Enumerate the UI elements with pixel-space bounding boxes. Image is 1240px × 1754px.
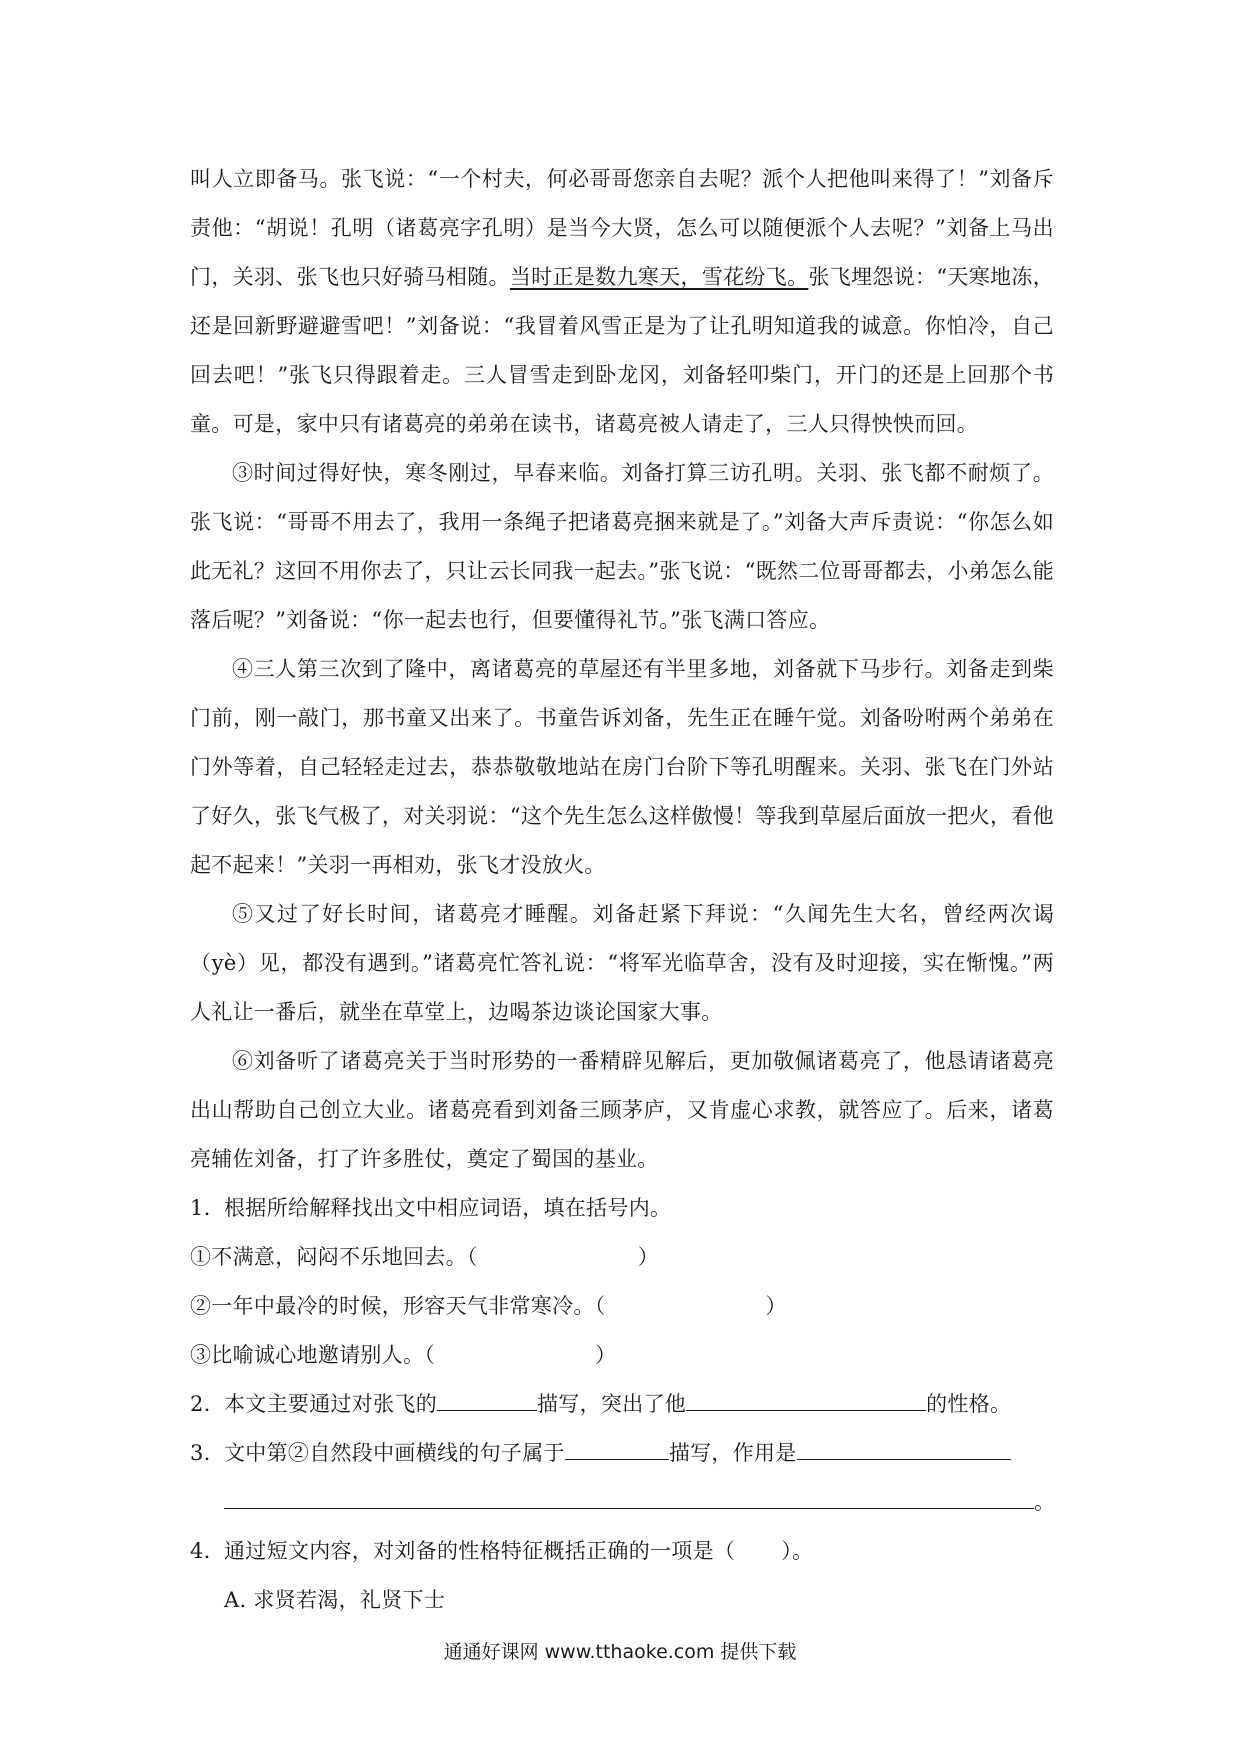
question-1	[190, 1184, 1054, 1233]
question-1-text: 根据所给解释找出文中相应词语，填在括号内。	[224, 1196, 672, 1220]
underlined-sentence: 当时正是数九寒天，雪花纷飞。	[509, 265, 809, 289]
question-4-close: ）。	[781, 1539, 814, 1563]
question-1-item-2-label: ②一年中最冷的时候，形容天气非常寒冷。（	[190, 1294, 606, 1318]
question-1-item-2-close: ）	[765, 1294, 787, 1318]
paragraph-4: ④三人第三次到了隆中，离诸葛亮的草屋还有半里多地，刘备就下马步行。刘备走到柴门前，刚一敲门，那书童又出来了。书童告诉刘备，先生正在睡午觉。刘备吩咐两个弟弟在门外等着，自己轻轻走过去，恭恭敬敬地站在房门台阶下等孔明醒来。关羽、张飞在门外站了好久，张飞气极了，对关羽说：“这个先生怎么这样傲慢！等我到草屋后面放一把火，看他起不起来！”关羽一再相劝，张飞才没放火。	[190, 657, 1054, 877]
question-4-text: 通过短文内容，对刘备的性格特征概括正确的一项是（	[224, 1539, 736, 1563]
paragraph-2	[190, 155, 1054, 449]
question-1-item-1-label: ①不满意，闷闷不乐地回去。（	[190, 1245, 478, 1269]
question-2-number: 2.	[190, 1392, 211, 1416]
question-3-part-1: 文中第②自然段中画横线的句子属于	[224, 1441, 565, 1465]
question-4-option-a: A. 求贤若渴，礼贤下士	[224, 1588, 446, 1612]
question-2	[190, 1380, 1054, 1429]
question-2-blank-1[interactable]	[437, 1388, 537, 1411]
question-4-number: 4.	[190, 1539, 211, 1563]
question-2-blank-2[interactable]	[686, 1388, 926, 1411]
question-1-item-3-close: ）	[595, 1343, 617, 1367]
question-1-item-3-label: ③比喻诚心地邀请别人。（	[190, 1343, 436, 1367]
question-3-blank-1[interactable]	[565, 1437, 669, 1460]
paragraph-2-text-before: 叫人立即备马。张飞说：“一个村夫，何必哥哥您亲自去呢？派个人把他叫来得了！”刘备斥责他：“胡说！孔明（诸葛亮字孔明）是当今大贤，怎么可以随便派个人去呢？”刘备上马出门，关羽、张飞也只好骑马相随。	[190, 167, 1054, 289]
question-3-continuation	[190, 1478, 1054, 1527]
question-3-number: 3.	[190, 1441, 211, 1465]
question-3-blank-2[interactable]	[797, 1437, 1011, 1460]
paragraph-6: ⑥刘备听了诸葛亮关于当时形势的一番精辟见解后，更加敬佩诸葛亮了，他恳请诸葛亮出山帮助自己创立大业。诸葛亮看到刘备三顾茅庐，又肯虚心求教，就答应了。后来，诸葛亮辅佐刘备，打了许多胜仗，奠定了蜀国的基业。	[190, 1049, 1054, 1171]
question-2-part-2: 描写，突出了他	[537, 1392, 687, 1416]
question-1-item-1	[190, 1233, 1054, 1282]
paragraph-2-text-after: 张飞埋怨说：“天寒地冻，还是回新野避避雪吧！”刘备说：“我冒着风雪正是为了让孔明知道我的诚意。你怕冷，自己回去吧！”张飞只得跟着走。三人冒雪走到卧龙冈，刘备轻叩柴门，开门的还是上回那个书童。可是，家中只有诸葛亮的弟弟在读书，诸葛亮被人请走了，三人只得怏怏而回。	[190, 265, 1055, 436]
question-1-item-2	[190, 1282, 1054, 1331]
question-1-item-1-close: ）	[637, 1245, 660, 1269]
paragraph-5: ⑤又过了好长时间，诸葛亮才睡醒。刘备赶紧下拜说：“久闻先生大名，曾经两次谒（yè）见，都没有遇到。”诸葛亮忙答礼说：“将军光临草舍，没有及时迎接，实在惭愧。”两人礼让一番后，就坐在草堂上，边喝茶边谈论国家大事。	[190, 902, 1054, 1024]
question-2-part-1: 本文主要通过对张飞的	[224, 1392, 437, 1416]
question-3-end: 。	[1034, 1490, 1056, 1514]
question-1-number: 1.	[190, 1196, 211, 1220]
question-3-part-2: 描写，作用是	[668, 1441, 797, 1465]
question-2-part-3: 的性格。	[926, 1392, 1012, 1416]
footer-watermark: 通通好课网 www.tthaoke.com 提供下载	[443, 1641, 797, 1663]
question-3-blank-3[interactable]	[224, 1486, 1034, 1509]
question-3	[190, 1429, 1054, 1478]
paragraph-3: ③时间过得好快，寒冬刚过，早春来临。刘备打算三访孔明。关羽、张飞都不耐烦了。张飞说：“哥哥不用去了，我用一条绳子把诸葛亮捆来就是了。”刘备大声斥责说：“你怎么如此无礼？这回不用你去了，只让云长同我一起去。”张飞说：“既然二位哥哥都去，小弟怎么能落后呢？”刘备说：“你一起去也行，但要懂得礼节。”张飞满口答应。	[190, 461, 1054, 632]
question-4	[190, 1527, 1054, 1576]
document-body	[190, 155, 1054, 1625]
question-1-item-3	[190, 1331, 1054, 1380]
